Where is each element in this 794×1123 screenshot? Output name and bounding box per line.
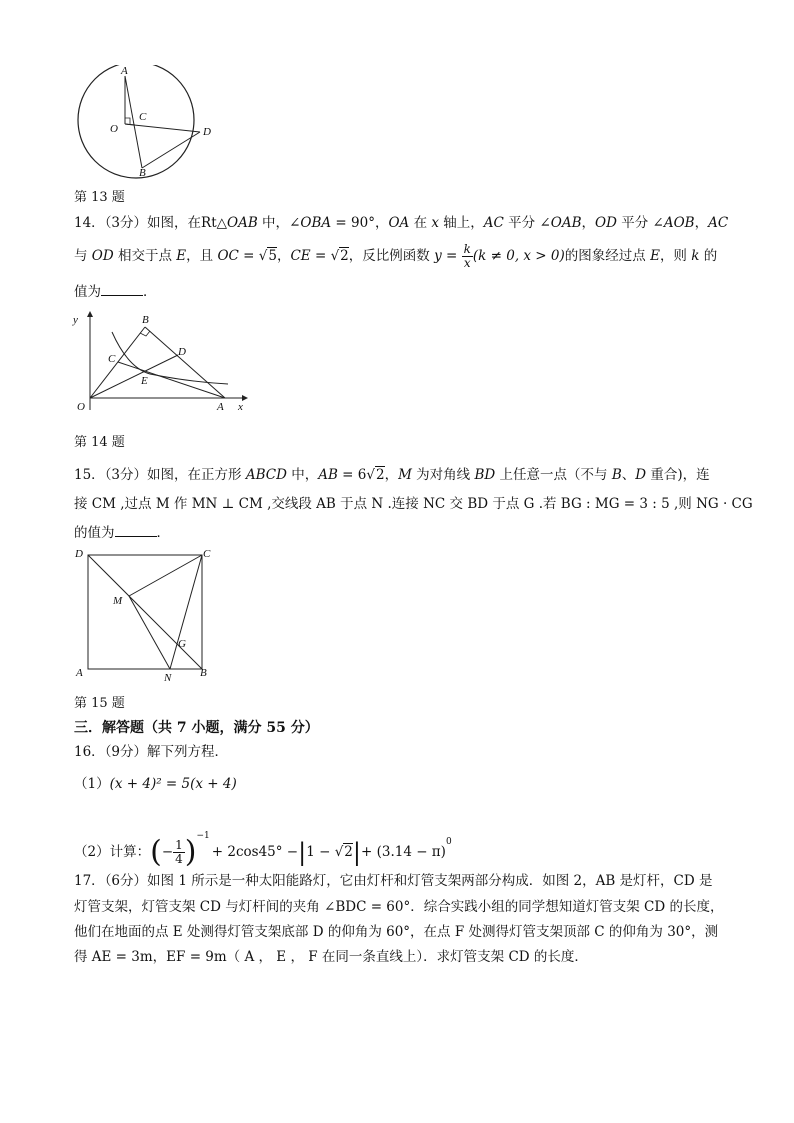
segment-mn	[129, 596, 170, 669]
label-d: D	[203, 126, 211, 138]
q15-line2: 接 CM ,过点 M 作 MN ⊥ CM ,交线段 AB 于点 N .连接 NC 交 BD 于点 G .若 BG : MG = 3 : 5 ,则 NG · CG	[74, 496, 753, 512]
figure-14	[70, 310, 255, 420]
segment-nc	[170, 555, 202, 669]
q17-line1: 17．（6分）如图 1 所示是一种太阳能路灯，它由灯杆和灯管支架两部分构成．如图 2，AB 是灯杆，CD 是	[74, 873, 713, 889]
caption-14: 第 14 题	[74, 435, 125, 450]
y-axis-arrow	[87, 311, 93, 317]
label-b: B	[139, 167, 146, 179]
label-b: B	[142, 314, 149, 326]
label-n: N	[164, 672, 172, 684]
q14-line3: 值为 ．	[74, 281, 157, 302]
q16-part1: （1）(x + 4)² = 5(x + 4)	[74, 776, 237, 792]
label-b: B	[200, 667, 207, 679]
q14-line1: 14．（3分）如图，在Rt△OAB 中，∠OBA = 90°，OA 在 x 轴上，AC 平分 ∠OAB，OD 平分 ∠AOB，AC	[74, 215, 729, 231]
label-a: A	[121, 65, 128, 77]
section-3-title: 三．解答题（共 7 小题，满分 55 分）	[74, 720, 319, 736]
q15-line1: 15．（3分）如图，在正方形 ABCD 中，AB = 6√2，M 为对角线 BD 上任意一点（不与 B、D 重合)，连	[74, 467, 710, 483]
segment-bd	[142, 132, 200, 168]
q17-line4: 得 AE = 3m，EF = 9m（ A ， E ， F 在同一条直线上）．求灯管支架 CD 的长度．	[74, 949, 588, 965]
label-c: C	[203, 548, 211, 560]
fraction-k-over-x: $\frac{k}{x}$	[463, 242, 471, 270]
fraction-one-quarter: $\frac{1}{4}$	[175, 838, 183, 866]
q16-line1: 16．（9分）解下列方程．	[74, 744, 229, 760]
diagonal-bd	[88, 555, 202, 669]
label-e: E	[141, 375, 148, 387]
caption-15: 第 15 题	[74, 696, 125, 711]
segment-cm	[129, 555, 202, 596]
q16-part2: （2）计算：(− $\frac{1}{4}$ )$^{-1}+ 2\cos 45^\circ -|1 - √2|+ (3.14 - \pi)^0$	[74, 831, 452, 870]
figure-15	[72, 545, 222, 685]
q17-line2: 灯管支架，灯管支架 CD 与灯杆间的夹角 ∠BDC = 60°．综合实践小组的同学想知道灯管支架 CD 的长度，	[74, 899, 724, 915]
circle-o	[78, 65, 194, 178]
label-a: A	[217, 401, 224, 413]
label-g: G	[178, 638, 186, 650]
label-o: O	[110, 123, 118, 135]
label-c: C	[139, 111, 147, 123]
label-y: y	[73, 314, 78, 326]
answer-blank-15[interactable]	[115, 522, 157, 537]
x-axis-arrow	[242, 395, 248, 401]
label-c: C	[108, 353, 116, 365]
right-angle-mark	[125, 118, 130, 124]
answer-blank-14[interactable]	[101, 281, 143, 296]
label-x: x	[238, 401, 243, 413]
segment-od	[125, 124, 200, 132]
hyperbola-curve	[112, 332, 228, 384]
segment-ba	[145, 327, 225, 398]
label-o: O	[77, 401, 85, 413]
segment-ob	[90, 327, 145, 398]
label-m: M	[113, 595, 123, 607]
q15-line3: 的值为 ．	[74, 522, 170, 543]
caption-13: 第 13 题	[74, 190, 125, 205]
q17-line3: 他们在地面的点 E 处测得灯管支架底部 D 的仰角为 60°，在点 F 处测得灯管支架顶部 C 的仰角为 30°，测	[74, 924, 719, 940]
label-d: D	[75, 548, 83, 560]
label-a: A	[76, 667, 83, 679]
segment-ca	[118, 362, 225, 398]
q14-line2: 与 OD 相交于点 E，且 OC = √5，CE = √2，反比例函数 y = $\frac{k}{x}$ (k ≠ 0, x > 0)的图象经过点 E，则 k 的	[74, 242, 718, 270]
label-d: D	[178, 346, 186, 358]
figure-13	[72, 65, 222, 180]
